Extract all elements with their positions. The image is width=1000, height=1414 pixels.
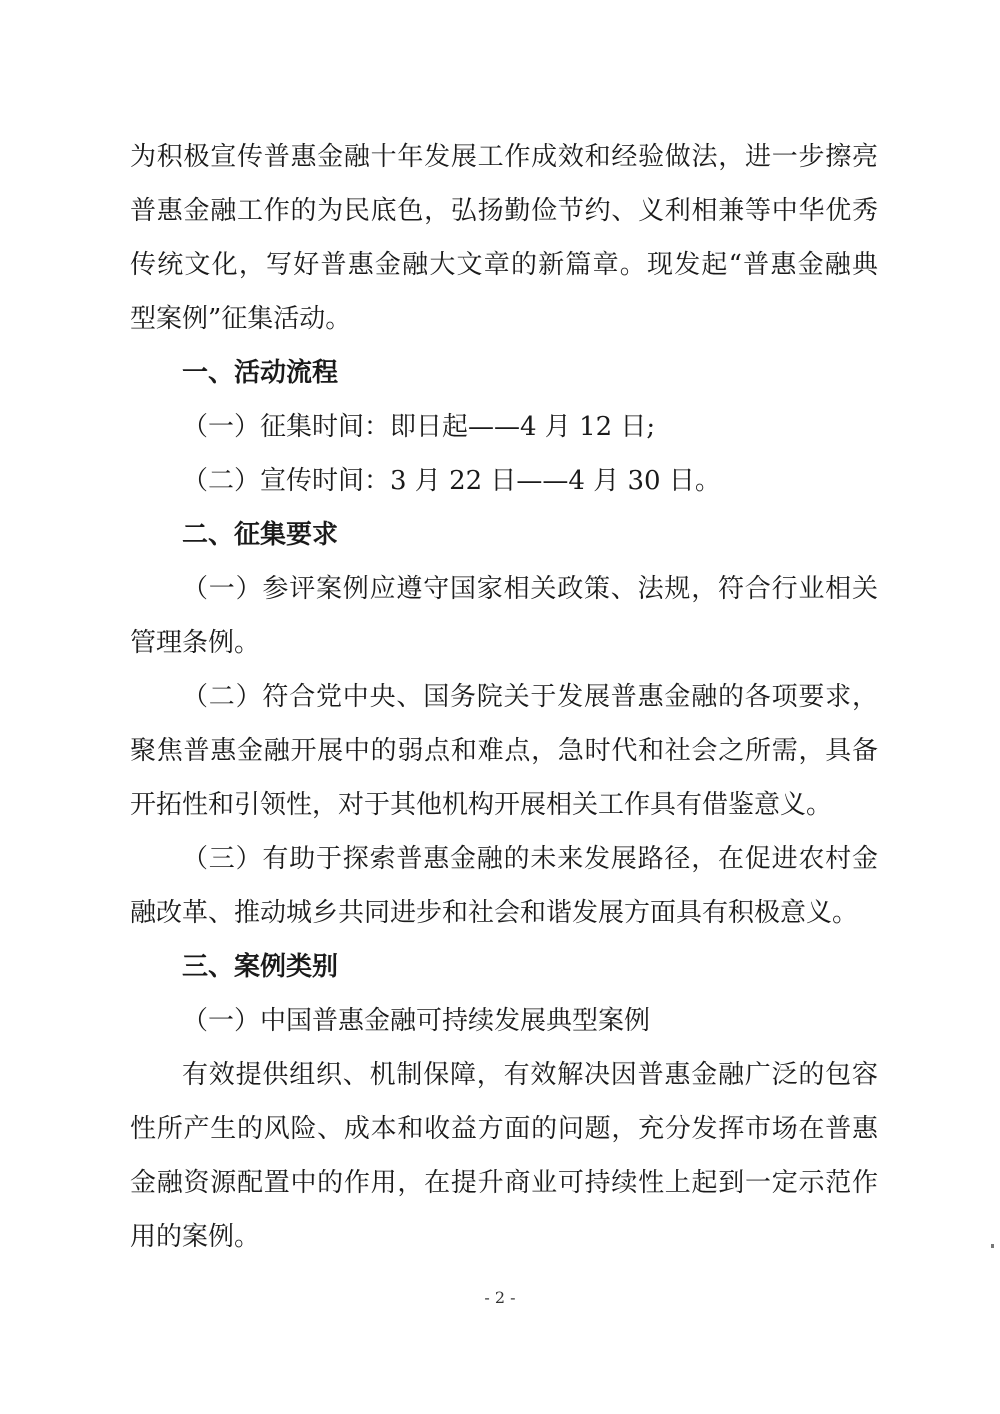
paragraph: [130, 454, 878, 508]
text-line: （一）征集时间：即日起——4 月 12 日;: [182, 412, 656, 442]
text-line: 聚焦普惠金融开展中的弱点和难点，急时代和社会之所需，具备: [130, 736, 878, 766]
text-line: 开拓性和引领性，对于其他机构开展相关工作具有借鉴意义。: [130, 790, 833, 820]
paragraph: [130, 562, 878, 670]
heading-text: 一、活动流程: [182, 358, 339, 388]
text-line: 为积极宣传普惠金融十年发展工作成效和经验做法，进一步擦亮: [130, 142, 878, 172]
paragraph: [130, 1048, 878, 1264]
paragraph: [130, 994, 878, 1048]
text-line: 用的案例。: [130, 1222, 261, 1252]
text-line: 金融资源配置中的作用，在提升商业可持续性上起到一定示范作: [130, 1168, 878, 1198]
text-line: （三）有助于探索普惠金融的未来发展路径，在促进农村金: [182, 844, 878, 874]
paragraph: [130, 670, 878, 832]
text-line: 普惠金融工作的为民底色，弘扬勤俭节约、义利相兼等中华优秀: [130, 196, 878, 226]
paragraph: [130, 130, 878, 346]
heading-text: 二、征集要求: [182, 520, 339, 550]
document-body: [130, 130, 878, 1264]
text-line: 性所产生的风险、成本和收益方面的问题，充分发挥市场在普惠: [130, 1114, 878, 1144]
text-line: 型案例”征集活动。: [130, 304, 352, 334]
paragraph: [130, 400, 878, 454]
section-heading: [130, 508, 878, 562]
text-line: 融改革、推动城乡共同进步和社会和谐发展方面具有积极意义。: [130, 898, 859, 928]
text-line: （二）符合党中央、国务院关于发展普惠金融的各项要求，: [182, 682, 878, 712]
section-heading: [130, 346, 878, 400]
text-line: 有效提供组织、机制保障，有效解决因普惠金融广泛的包容: [182, 1060, 878, 1090]
text-line: 管理条例。: [130, 628, 261, 658]
heading-text: 三、案例类别: [182, 952, 339, 982]
paragraph: [130, 832, 878, 940]
text-line: （一）中国普惠金融可持续发展典型案例: [182, 1006, 651, 1036]
section-heading: [130, 940, 878, 994]
text-line: 传统文化，写好普惠金融大文章的新篇章。现发起“普惠金融典: [130, 250, 878, 280]
text-line: （二）宣传时间：3 月 22 日——4 月 30 日。: [182, 466, 721, 496]
page-number: - 2 -: [484, 1288, 516, 1307]
text-line: （一）参评案例应遵守国家相关政策、法规，符合行业相关: [182, 574, 878, 604]
scan-speck: [991, 1244, 994, 1248]
